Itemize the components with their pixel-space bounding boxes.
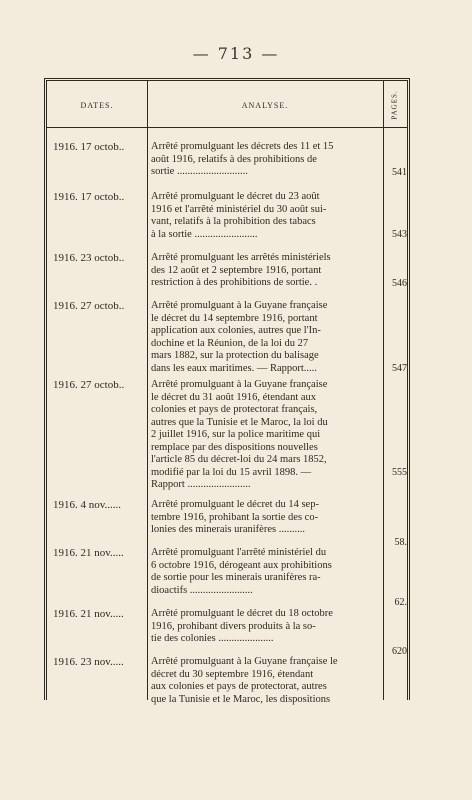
entry-date: 1916. 23 octob.. [53, 252, 125, 264]
entry-page: 547 [392, 363, 407, 374]
analyse-header: ANALYSE. [241, 101, 289, 110]
header-divider [47, 127, 407, 128]
analysis-line: 1916 et l'arrêté ministériel du 30 août sui- [151, 203, 327, 215]
analysis-line: le décret du 31 août 1916, étendant aux [151, 391, 317, 403]
analysis-line: août 1916, relatifs à des prohibitions de [151, 153, 317, 165]
analysis-line: tie des colonies ..................... [151, 633, 274, 644]
entry-date: 1916. 27 octob.. [53, 379, 125, 391]
entry-analysis [151, 300, 381, 375]
analysis-line: lonies des minerais uranifères .......... [151, 524, 305, 535]
analysis-line: 2 juillet 1916, sur la police maritime qui [151, 429, 321, 440]
entry-page: 546 [392, 278, 407, 289]
analysis-line: autres que la Tunisie et le Maroc, la loi du [151, 416, 328, 428]
analysis-line: à la sortie ........................ [151, 228, 258, 240]
analysis-line: décret du 30 septembre 1916, étendant [151, 668, 314, 680]
analysis-line: l'article 85 du décret-loi du 24 mars 1852, [151, 454, 327, 465]
analysis-line: restriction à des prohibitions de sortie. . [151, 277, 318, 288]
analysis-line: modifié par la loi du 15 avril 1898. — [151, 466, 312, 478]
entry-analysis [151, 547, 381, 597]
analysis-line: Arrêté promulguant les décrets des 11 et 15 [151, 141, 334, 152]
analysis-line: Arrêté promulguant les arrêtés ministériels [151, 252, 331, 263]
page-number: — 713 — [192, 44, 280, 63]
entry-page: 58. [394, 537, 407, 548]
entry-date: 1916. 21 nov..... [53, 547, 124, 559]
entry-date: 1916. 4 nov...... [53, 499, 122, 511]
pages-header-cell [383, 85, 407, 125]
analysis-line: colonies et pays de protectorat français, [151, 404, 318, 415]
entry-analysis [151, 191, 381, 241]
analysis-line: 6 octobre 1916, dérogeant aux prohibitions [151, 559, 332, 571]
entry-analysis [151, 252, 381, 290]
analysis-line: tembre 1916, prohibant la sortie des co- [151, 511, 319, 523]
analysis-line: Arrêté promulguant le décret du 14 sep- [151, 499, 319, 510]
analysis-line: Arrêté promulguant le décret du 18 octobre [151, 608, 333, 619]
entry-analysis [151, 379, 381, 492]
analysis-line: dioactifs ........................ [151, 584, 253, 596]
column-divider [147, 81, 148, 700]
analysis-line: Arrêté promulguant à la Guyane française [151, 300, 328, 311]
analysis-line: Arrêté promulguant le décret du 23 août [151, 191, 320, 202]
analysis-line: que la Tunisie et le Maroc, les dispositions [151, 693, 331, 705]
column-divider [383, 81, 384, 700]
pages-header: PAGES. [391, 90, 399, 120]
analysis-line: aux colonies et pays de protectorat, autres [151, 681, 327, 692]
entry-date: 1916. 21 nov..... [53, 608, 124, 620]
entry-date: 1916. 17 octob.. [53, 191, 125, 203]
analysis-line: Rapport ........................ [151, 479, 251, 490]
analysis-line: vant, relatifs à la prohibition des tabacs [151, 216, 316, 227]
analysis-line: Arrêté promulguant à la Guyane française [151, 379, 328, 390]
entry-analysis [151, 141, 381, 179]
entry-page: 62. [394, 597, 407, 608]
analysis-line: sortie ........................... [151, 166, 248, 177]
entry-page: 541 [392, 167, 407, 178]
analysis-line: Arrêté promulguant à la Guyane française le [151, 656, 338, 667]
analysis-line: Arrêté promulguant l'arrêté ministériel du [151, 547, 327, 558]
analysis-line: application aux colonies, autres que l'In- [151, 325, 321, 336]
analysis-line: 1916, prohibant divers produits à la so- [151, 620, 316, 632]
dates-header: DATES. [80, 101, 114, 110]
analysis-line: de sortie pour les minerais uranifères ra- [151, 572, 321, 583]
entry-date: 1916. 23 nov..... [53, 656, 124, 668]
analysis-line: des 12 août et 2 septembre 1916, portant [151, 264, 322, 276]
entry-date: 1916. 17 octob.. [53, 141, 125, 153]
analysis-line: remplace par des dispositions nouvelles [151, 441, 318, 453]
analysis-line: le décret du 14 septembre 1916, portant [151, 312, 318, 324]
analysis-line: dans les eaux maritimes. — Rapport..... [151, 362, 317, 374]
entry-analysis [151, 608, 381, 646]
entry-date: 1916. 27 octob.. [53, 300, 125, 312]
entry-analysis [151, 656, 381, 706]
entry-page: 543 [392, 229, 407, 240]
entry-page: 620 [392, 646, 407, 657]
entry-analysis [151, 499, 381, 537]
index-table [44, 78, 410, 705]
analysis-line: mars 1882, sur la protection du balisage [151, 350, 319, 361]
analysis-line: dochine et la Réunion, de la loi du 27 [151, 337, 309, 349]
entry-page: 555 [392, 467, 407, 478]
